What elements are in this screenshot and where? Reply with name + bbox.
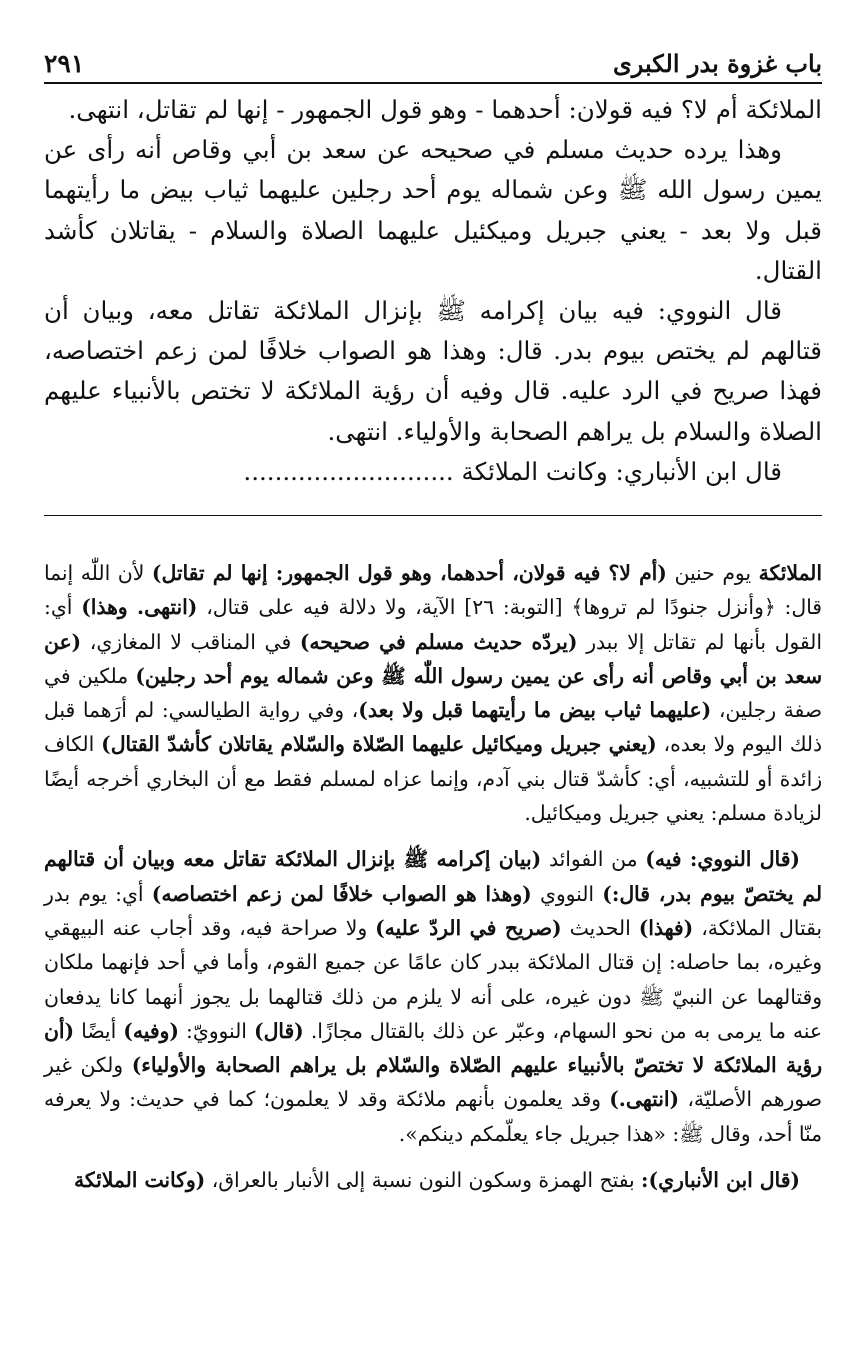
matn-paragraph: قال النووي: فيه بيان إكرامه ﷺ بإنزال الملائكة تقاتل معه، وبيان أن قتالهم لم يختص بيوم بدر. قال: وهذا هو الصواب خلافًا لمن زعم اختصاصه، فهذا صريح في الرد عليه. قال وفيه أن رؤية الملائكة لا تختص بالأنبياء عليهم الصلاة والسلام بل يراهم الصحابة والأولياء. انتهى. (44, 296, 822, 446)
quoted-matn-segment: (قال ابن الأنباري): (641, 1168, 800, 1193)
commentary-paragraph (44, 842, 822, 1151)
commentary-segment: بفتح الهمزة وسكون النون نسبة إلى الأنبار بالعراق، (205, 1168, 642, 1193)
quoted-matn-segment: (عن سعد بن أبي وقاص أنه رأى عن يمين رسول اللّٰه ﷺ وعن شماله يوم أحد رجلين) (44, 629, 822, 688)
commentary-segment: من الفوائد (541, 847, 646, 872)
quoted-matn-segment: (بيان إكرامه ﷺ بإنزال الملائكة تقاتل معه وبيان أن قتالهم لم يختصّ بيوم بدر، قال:) (44, 847, 822, 906)
commentary-text (44, 556, 822, 1197)
quoted-matn-segment: (وهذا هو الصواب خلافًا لمن زعم اختصاصه) (151, 881, 532, 906)
matn-paragraph: الملائكة أم لا؟ فيه قولان: أحدهما - وهو قول الجمهور - إنها لم تقاتل، انتهى. (68, 95, 822, 124)
commentary-segment: النووي (531, 881, 603, 906)
commentary-divider (44, 515, 822, 516)
quoted-matn-segment: (وفيه) (123, 1018, 179, 1043)
quoted-matn-segment: (انتهى.) (609, 1087, 680, 1112)
commentary-segment: يوم حنين (666, 561, 759, 585)
header-divider (44, 82, 822, 84)
commentary-paragraph (44, 1163, 822, 1197)
commentary-segment: ولكن غير صورهم الأصليّة، (44, 1053, 822, 1112)
commentary-segment: ، وفي رواية الطيالسي: لم أرَهما قبل ذلك اليوم ولا بعده، (44, 698, 823, 757)
quoted-matn-segment: (يردّه حديث مسلم في صحيحه) (299, 629, 578, 654)
page-number: ٢٩١ (44, 49, 85, 78)
quoted-matn-segment: (انتهى. وهذا) (81, 595, 198, 620)
quoted-matn-segment: (فهذا) (638, 915, 694, 940)
quoted-matn-segment: (أن رؤية الملائكة لا تختصّ بالأنبياء عليهم الصّلاة والسّلام بل يراهم الصحابة والأولياء) (44, 1018, 822, 1078)
commentary-segment: وقد يعلمون بأنهم ملائكة وقد لا يعلمون؛ كما في حديث: ولا يعرفه منّا أحد، وقال ﷺ: «هذا جبريل جاء يعلّمكم دينكم». (44, 1087, 822, 1146)
main-text (44, 90, 822, 492)
matn-paragraph (44, 452, 822, 492)
commentary-segment: أيضًا (74, 1018, 124, 1043)
ellipsis-dots: ........................... (243, 456, 454, 486)
commentary-segment: ملكين في صفة رجلين، (44, 663, 822, 723)
commentary-paragraph (44, 556, 822, 830)
quoted-matn-segment: (قال النووي: فيه) (645, 847, 800, 872)
quoted-matn-segment: (يعني جبريل وميكائيل عليهما الصّلاة والسّلام يقاتلان كأشدّ القتال) (101, 732, 657, 757)
matn-text: قال ابن الأنباري: وكانت الملائكة (461, 456, 782, 486)
running-header (44, 38, 822, 78)
commentary-segment: لأن اللّٰه إنما قال: ﴿وأنزل جنودًا لم تروها﴾ [التوبة: ٢٦] الآية، ولا دلالة فيه على قتال، (44, 561, 822, 620)
commentary-segment: ولا صراحة فيه، وقد أجاب عنه البيهقي وغيره، بما حاصله: إن قتال الملائكة ببدر كان عامًا عن جميع القوم، وأما في أحد فإنهما ملكان وقتالهما عن النبيّ ﷺ دون غيره، على أنه لا يلزم من ذلك قتالهما بل يجوز أنهما كانا يدفعان عنه ما يرمى به من نحو السهام، وعبّر عن ذلك بالقتال مجازًا. (44, 915, 822, 1043)
quoted-matn-segment: (صريح في الردّ عليه) (375, 915, 562, 940)
quoted-matn-segment: (أم لا؟ فيه قولان، أحدهما، وهو قول الجمهور: إنها لم تقاتل) (151, 561, 667, 585)
commentary-segment: في المناقب لا المغازي، (81, 629, 300, 654)
commentary-segment: الكاف زائدة أو للتشبيه، أي: كأشدّ قتال بني آدم، وإنما عزاه لمسلم فقط مع أن البخاري أخرجه أيضًا لزيادة مسلم: يعني جبريل وميكائيل. (44, 732, 822, 826)
commentary-segment: أي: يوم بدر بقتال الملائكة، (44, 881, 823, 940)
quoted-matn-segment: الملائكة (758, 561, 822, 585)
commentary-segment: أي: القول بأنها لم تقاتل إلا ببدر (44, 595, 822, 654)
matn-paragraph: وهذا يرده حديث مسلم في صحيحه عن سعد بن أبي وقاص أنه رأى عن يمين رسول الله ﷺ وعن شماله يوم أحد رجلين عليهما ثياب بيض ما رأيتهما قبل ولا بعد - يعني جبريل وميكئيل عليهما الصلاة والسلام - يقاتلان كأشد القتال. (44, 135, 822, 285)
commentary-segment: النوويّ: (178, 1018, 254, 1043)
chapter-title: باب غزوة بدر الكبرى (613, 49, 822, 78)
quoted-matn-segment: (قال) (253, 1018, 304, 1043)
quoted-matn-segment: (وكانت الملائكة (74, 1168, 206, 1193)
quoted-matn-segment: (عليهما ثياب بيض ما رأيتهما قبل ولا بعد) (358, 698, 712, 723)
commentary-segment: الحديث (561, 915, 639, 940)
